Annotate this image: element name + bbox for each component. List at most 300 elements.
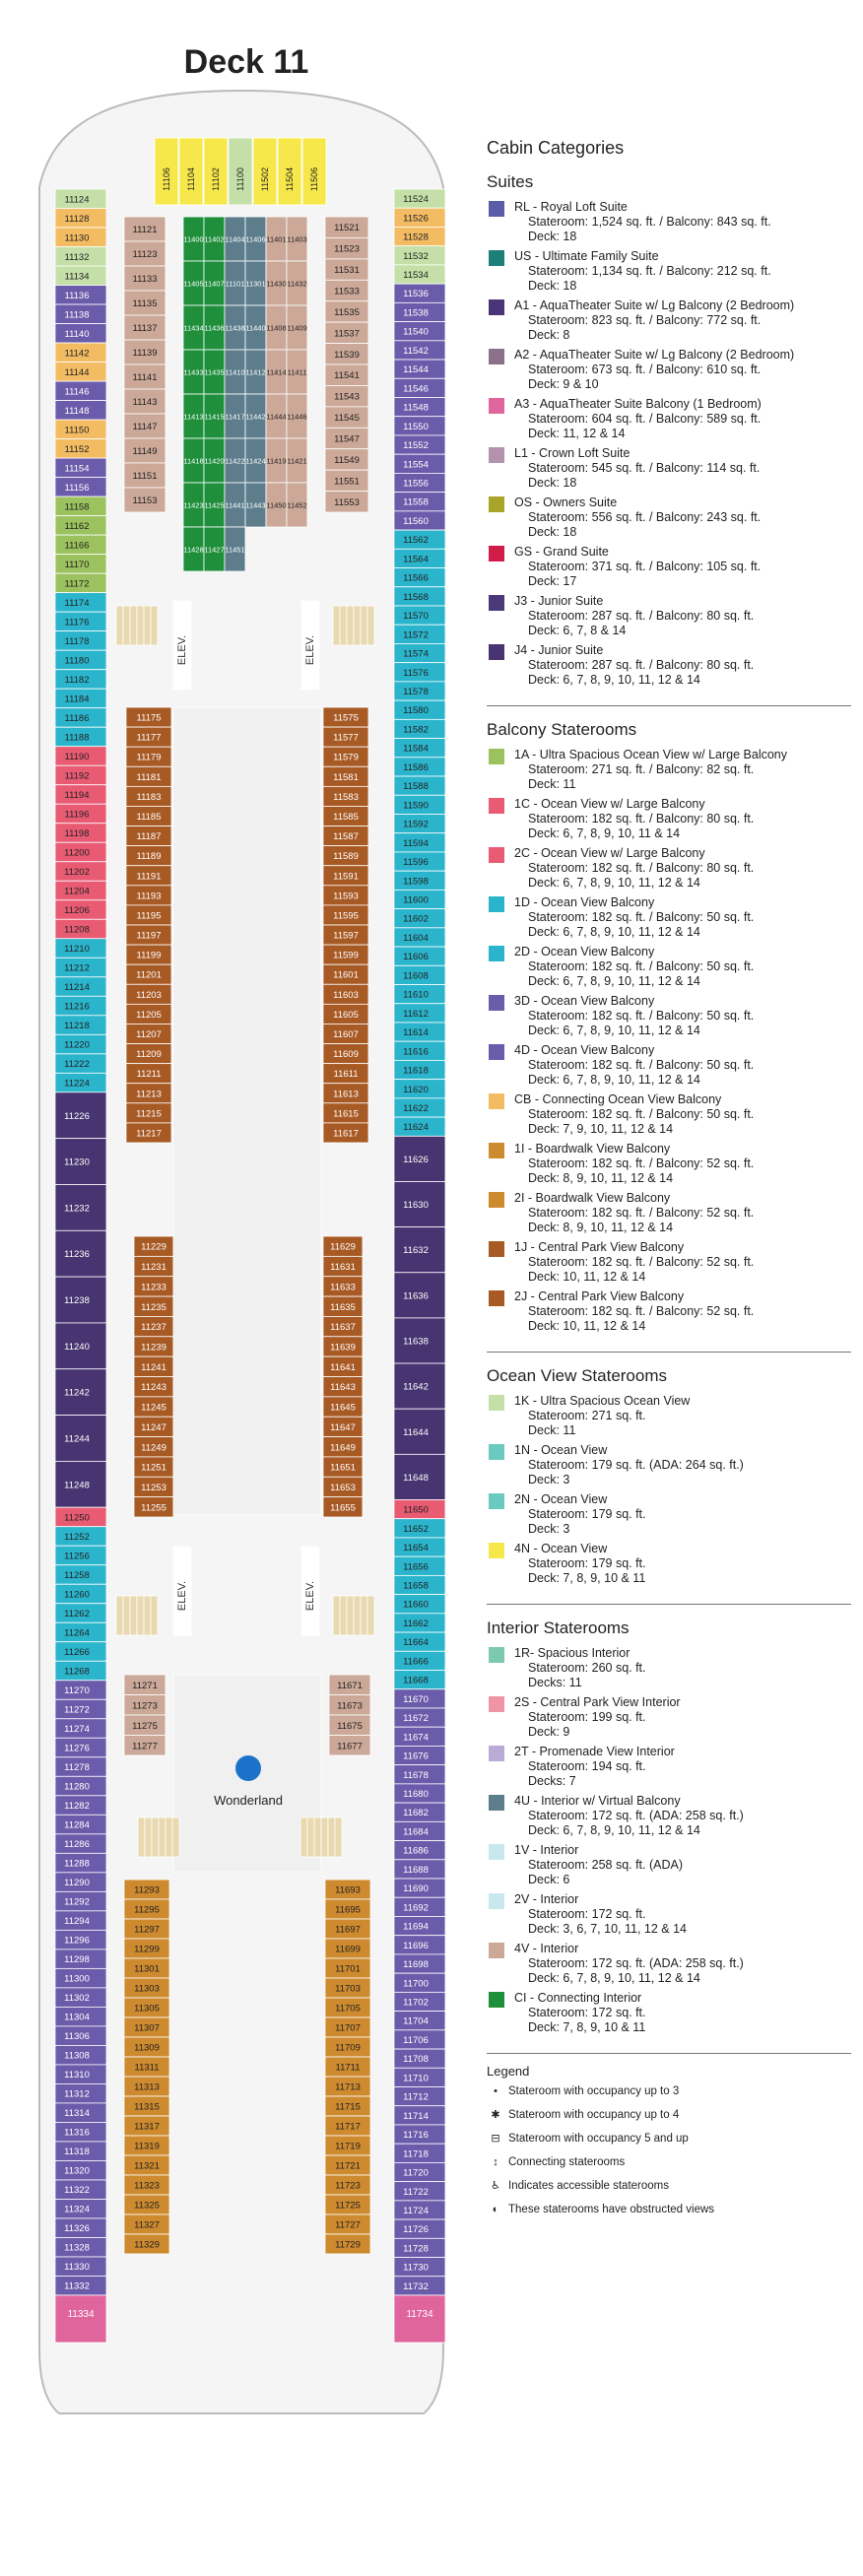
cabin-number: 11442 — [245, 412, 266, 422]
cabin-number: 11409 — [287, 323, 307, 333]
category-name: 2V - Interior — [514, 1892, 579, 1906]
cabin-number: 11697 — [335, 1924, 361, 1936]
stair-step — [116, 606, 123, 645]
category-detail: Deck: 8 — [528, 328, 570, 342]
cabin-number: 11446 — [287, 412, 307, 422]
cabin-number: 11716 — [403, 2130, 429, 2142]
category-swatch — [489, 1844, 504, 1860]
cabin-number: 11440 — [245, 323, 266, 333]
category-1c — [487, 797, 851, 841]
cabin-number: 11187 — [136, 831, 162, 843]
cabin-number: 11191 — [136, 871, 162, 883]
elevator-label: ELEV. — [304, 634, 316, 666]
category-detail: Deck: 6, 7, 8, 9, 10, 11, 12 & 14 — [528, 1823, 700, 1837]
cabin-number: 11188 — [64, 732, 90, 744]
elevator-bank — [301, 601, 319, 690]
category-text — [514, 1191, 754, 1235]
cabin-number: 11632 — [403, 1245, 429, 1257]
category-1n — [487, 1443, 851, 1487]
category-name: GS - Grand Suite — [514, 545, 609, 559]
category-detail: Deck: 17 — [528, 574, 577, 588]
cabin-number: 11705 — [335, 2003, 361, 2015]
cabin-number: 11292 — [64, 1896, 90, 1908]
cabin-number: 11101 — [225, 279, 245, 289]
cabin-number: 11147 — [132, 422, 158, 432]
elevator-bank — [173, 601, 191, 690]
cabin-number: 11407 — [204, 279, 225, 289]
cabin-number: 11608 — [403, 970, 429, 982]
category-name: 1N - Ocean View — [514, 1443, 608, 1457]
cabin-number: 11726 — [403, 2224, 429, 2236]
cabin-number: 11617 — [333, 1128, 359, 1140]
cabin-number: 11278 — [64, 1762, 90, 1774]
cabin-number: 11725 — [335, 2200, 361, 2212]
cabin-number: 11286 — [64, 1839, 90, 1851]
cabin-number: 11323 — [134, 2180, 160, 2192]
cabin-number: 11645 — [330, 1402, 356, 1414]
cabin-number: 11607 — [333, 1029, 359, 1040]
cabin-number: 11682 — [403, 1808, 429, 1819]
category-name: 2J - Central Park View Balcony — [514, 1289, 685, 1303]
category-name: J4 - Junior Suite — [514, 643, 604, 657]
cabin-number: 11295 — [134, 1904, 160, 1916]
cabin-number: 11542 — [403, 345, 429, 357]
category-detail: Stateroom: 182 sq. ft. / Balcony: 80 sq. ft. — [528, 861, 755, 875]
cabin-number: 11134 — [64, 271, 90, 283]
category-ci — [487, 1991, 851, 2035]
cabin-number: 11198 — [64, 827, 90, 839]
cabin-number: 11307 — [134, 2022, 160, 2034]
stair-step — [151, 1596, 158, 1635]
cabin-number: 11248 — [64, 1480, 90, 1491]
cabin-number: 11720 — [403, 2167, 429, 2179]
category-detail: Deck: 7, 8, 9, 10 & 11 — [528, 1571, 646, 1585]
cabin-number: 11664 — [403, 1637, 429, 1649]
cabin-number: 11450 — [266, 500, 287, 510]
cabin-number: 11215 — [136, 1108, 162, 1120]
cabin-number: 11609 — [333, 1049, 359, 1061]
category-l1 — [487, 446, 851, 491]
category-detail: Deck: 18 — [528, 476, 577, 490]
cabin-number: 11650 — [403, 1504, 429, 1516]
section-title: Interior Staterooms — [487, 1618, 630, 1637]
legend-item — [487, 2132, 851, 2147]
cabin-number: 11708 — [403, 2054, 429, 2066]
cabin-number: 11193 — [136, 891, 162, 902]
cabin-number: 11614 — [403, 1027, 429, 1039]
cabin-number: 11566 — [403, 572, 429, 584]
cabin-categories-panel — [487, 138, 851, 2226]
category-name: OS - Owners Suite — [514, 495, 618, 509]
cabin-number: 11586 — [403, 761, 429, 773]
category-2d — [487, 945, 851, 989]
category-text — [514, 945, 754, 989]
cabin-number: 11549 — [334, 454, 360, 466]
category-name: 2D - Ocean View Balcony — [514, 945, 655, 958]
cabin-number: 11545 — [334, 413, 360, 425]
category-text — [514, 1892, 687, 1937]
cabin-number: 11702 — [403, 1997, 429, 2009]
cabin-number: 11660 — [403, 1599, 429, 1611]
category-text — [514, 1843, 683, 1887]
stair-step — [307, 1817, 314, 1857]
category-name: 2S - Central Park View Interior — [514, 1695, 681, 1709]
cabin-number: 11564 — [403, 554, 429, 565]
category-a2 — [487, 348, 851, 392]
category-detail: Deck: 11, 12 & 14 — [528, 427, 626, 440]
cabin-number: 11411 — [287, 367, 307, 377]
cabin-number: 11729 — [335, 2239, 361, 2251]
cabin-number: 11706 — [403, 2034, 429, 2046]
cabin-number: 11177 — [136, 732, 162, 744]
category-detail: Deck: 6, 7, 8, 9, 10, 11, 12 & 14 — [528, 974, 700, 988]
category-detail: Stateroom: 823 sq. ft. / Balcony: 772 sq. ft. — [528, 313, 762, 327]
cabin-number: 11297 — [134, 1924, 160, 1936]
cabin-number: 11526 — [403, 213, 429, 225]
cabin-number: 11232 — [64, 1203, 90, 1215]
cabin-number: 11149 — [132, 446, 158, 457]
cabin-number: 11577 — [333, 732, 359, 744]
stair-step — [354, 1596, 361, 1635]
cabin-number: 11554 — [403, 459, 429, 471]
cabin-number: 11143 — [132, 397, 158, 408]
category-swatch — [489, 995, 504, 1011]
cabin-number: 11318 — [64, 2147, 90, 2158]
category-detail: Deck: 3, 6, 7, 10, 11, 12 & 14 — [528, 1922, 687, 1936]
category-name: J3 - Junior Suite — [514, 594, 604, 608]
category-detail: Stateroom: 179 sq. ft. (ADA: 264 sq. ft.) — [528, 1458, 744, 1472]
cabin-number: 11201 — [136, 969, 162, 981]
legend-text: Stateroom with occupancy 5 and up — [508, 2133, 689, 2145]
cabin-number: 11695 — [335, 1904, 361, 1916]
category-name: 4V - Interior — [514, 1942, 579, 1955]
cabin-number: 11428 — [183, 545, 204, 555]
cabin-number: 11585 — [333, 812, 359, 823]
stair-step — [333, 606, 340, 645]
cabin-number: 11102 — [211, 167, 221, 191]
category-4v — [487, 1942, 851, 1986]
cabin-number: 11319 — [134, 2141, 160, 2152]
category-name: 1D - Ocean View Balcony — [514, 895, 655, 909]
category-detail: Deck: 7, 8, 9, 10 & 11 — [528, 2020, 646, 2034]
cabin-number: 11430 — [266, 279, 287, 289]
category-text — [514, 298, 794, 343]
cabin-number: 11170 — [64, 559, 90, 570]
category-1j — [487, 1240, 851, 1285]
category-detail: Stateroom: 271 sq. ft. — [528, 1409, 646, 1422]
category-2c — [487, 846, 851, 891]
cabin-number: 11637 — [330, 1322, 356, 1334]
cabin-number: 11216 — [64, 1001, 90, 1013]
cabin-number: 11153 — [132, 495, 158, 506]
section-title: Ocean View Staterooms — [487, 1366, 667, 1385]
cabin-number: 11276 — [64, 1743, 90, 1754]
category-detail: Stateroom: 172 sq. ft. — [528, 1907, 646, 1921]
category-name: CB - Connecting Ocean View Balcony — [514, 1092, 722, 1106]
cabin-number: 11596 — [403, 857, 429, 869]
category-name: US - Ultimate Family Suite — [514, 249, 659, 263]
legend-text: Indicates accessible staterooms — [508, 2180, 669, 2192]
stair-step — [123, 606, 130, 645]
category-text — [514, 748, 787, 792]
cabin-number: 11303 — [134, 1983, 160, 1995]
cabin-number: 11583 — [333, 791, 359, 803]
cabin-number: 11589 — [333, 851, 359, 863]
cabin-number: 11423 — [183, 500, 204, 510]
cabin-number: 11264 — [64, 1627, 90, 1639]
cabin-number: 11616 — [403, 1046, 429, 1058]
cabin-number: 11194 — [64, 789, 90, 801]
cabin-number: 11412 — [245, 367, 266, 377]
category-swatch — [489, 496, 504, 512]
cabin-number: 11205 — [136, 1009, 162, 1021]
cabin-number: 11316 — [64, 2127, 90, 2139]
cabin-number: 11220 — [64, 1039, 90, 1051]
cabin-number: 11202 — [64, 867, 90, 879]
cabin-number: 11599 — [333, 950, 359, 961]
category-name: 1V - Interior — [514, 1843, 579, 1857]
cabin-number: 11727 — [335, 2219, 361, 2231]
cabin-number: 11504 — [285, 166, 295, 192]
cabin-number: 11146 — [64, 386, 90, 398]
cabin-number: 11241 — [141, 1361, 166, 1373]
cabin-number: 11544 — [403, 364, 429, 376]
cabin-number: 11592 — [403, 819, 429, 830]
stair-step — [130, 606, 137, 645]
cabin-number: 11402 — [204, 234, 225, 244]
category-1d — [487, 895, 851, 940]
legend-text: Stateroom with occupancy up to 4 — [508, 2109, 680, 2121]
cabin-number: 11260 — [64, 1589, 90, 1601]
category-name: 1R- Spacious Interior — [514, 1646, 631, 1660]
cabin-number: 11662 — [403, 1618, 429, 1629]
cabin-number: 11133 — [132, 274, 158, 285]
category-name: 2T - Promenade View Interior — [514, 1745, 675, 1758]
category-4u — [487, 1794, 851, 1838]
elevator-bank — [301, 1547, 319, 1635]
category-text — [514, 1745, 675, 1789]
category-detail: Stateroom: 182 sq. ft. / Balcony: 50 sq. ft. — [528, 910, 755, 924]
cabin-number: 11290 — [64, 1878, 90, 1889]
cabin-number: 11678 — [403, 1769, 429, 1781]
cabin-number: 11185 — [136, 812, 162, 823]
category-text — [514, 846, 754, 891]
legend-item — [487, 2203, 851, 2217]
cabin-number: 11546 — [403, 383, 429, 395]
cabin-number: 11724 — [403, 2205, 429, 2216]
cabin-number: 11602 — [403, 913, 429, 925]
legend-text: These staterooms have obstructed views — [508, 2204, 715, 2215]
cabin-number: 11162 — [64, 520, 90, 532]
category-text — [514, 1794, 744, 1838]
cabin-number: 11707 — [335, 2022, 361, 2034]
category-4n — [487, 1542, 851, 1586]
cabin-number: 11670 — [403, 1693, 429, 1705]
cabin-number: 11272 — [64, 1704, 90, 1716]
cabin-number: 11579 — [333, 752, 359, 763]
category-name: 2C - Ocean View w/ Large Balcony — [514, 846, 705, 860]
cabin-number: 11325 — [134, 2200, 160, 2212]
cabin-number: 11418 — [183, 456, 204, 466]
stair-step — [144, 606, 151, 645]
cabin-number: 11540 — [403, 326, 429, 338]
category-detail: Stateroom: 182 sq. ft. / Balcony: 52 sq. ft. — [528, 1304, 755, 1318]
category-detail: Stateroom: 182 sq. ft. / Balcony: 50 sq. ft. — [528, 959, 755, 973]
category-swatch — [489, 1241, 504, 1257]
cabin-number: 11218 — [64, 1021, 90, 1032]
cabin-number: 11694 — [403, 1921, 429, 1933]
cabin-number: 11533 — [334, 286, 360, 297]
stair-step — [151, 606, 158, 645]
cabin-number: 11306 — [64, 2031, 90, 2043]
cabin-number: 11722 — [403, 2186, 429, 2198]
cabin-number: 11231 — [141, 1262, 166, 1274]
category-os — [487, 495, 851, 540]
section-divider — [487, 705, 851, 706]
category-name: L1 - Crown Loft Suite — [514, 446, 631, 460]
cabin-number: 11139 — [132, 348, 158, 359]
cabin-number: 11176 — [64, 617, 90, 628]
legend-item — [487, 2179, 851, 2194]
cabin-number: 11106 — [162, 167, 171, 191]
cabin-number: 11553 — [334, 496, 360, 508]
cabin-number: 11135 — [132, 298, 158, 309]
cabin-number: 11212 — [64, 962, 90, 974]
category-swatch — [489, 749, 504, 764]
stair-step — [333, 1596, 340, 1635]
cabin-number: 11676 — [403, 1750, 429, 1762]
category-detail: Stateroom: 182 sq. ft. / Balcony: 52 sq. ft. — [528, 1255, 755, 1269]
cabin-number: 11551 — [334, 476, 360, 488]
cabin-number: 11539 — [334, 349, 360, 361]
cabin-number: 11700 — [403, 1978, 429, 1990]
cabin-number: 11140 — [64, 328, 90, 340]
stair-step — [321, 1817, 328, 1857]
category-a1 — [487, 298, 851, 343]
category-swatch — [489, 1746, 504, 1761]
cabin-number: 11420 — [204, 456, 225, 466]
category-text — [514, 994, 754, 1038]
cabin-number: 11438 — [225, 323, 245, 333]
cabin-number: 11688 — [403, 1864, 429, 1876]
category-name: 3D - Ocean View Balcony — [514, 994, 655, 1008]
cabin-number: 11502 — [260, 166, 270, 192]
cabin-number: 11593 — [333, 891, 359, 902]
category-swatch — [489, 1992, 504, 2008]
cabin-number: 11615 — [333, 1108, 359, 1120]
cabin-number: 11673 — [337, 1700, 363, 1712]
cabin-number: 11452 — [287, 500, 307, 510]
cabin-number: 11313 — [134, 2081, 160, 2093]
category-2t — [487, 1745, 851, 1789]
cabin-number: 11245 — [141, 1402, 166, 1414]
cabin-number: 11574 — [403, 648, 429, 660]
cabin-number: 11121 — [132, 225, 158, 235]
cabin-number: 11427 — [204, 545, 225, 555]
category-rl — [487, 200, 851, 244]
cabin-number: 11699 — [335, 1944, 361, 1955]
wheelchair-icon: ♿ — [491, 2180, 500, 2192]
cabin-number: 11300 — [64, 1973, 90, 1985]
cabin-number: 11686 — [403, 1845, 429, 1857]
cabin-number: 11704 — [403, 2015, 429, 2027]
category-detail: Stateroom: 287 sq. ft. / Balcony: 80 sq. ft. — [528, 609, 755, 623]
category-text — [514, 348, 794, 392]
cabin-number: 11432 — [287, 279, 307, 289]
section-divider — [487, 1352, 851, 1353]
category-detail: Stateroom: 271 sq. ft. / Balcony: 82 sq. ft. — [528, 762, 755, 776]
cabin-number: 11326 — [64, 2223, 90, 2235]
category-name: 1J - Central Park View Balcony — [514, 1240, 685, 1254]
cabin-number: 11612 — [403, 1008, 429, 1020]
category-detail: Deck: 6, 7, 8 & 14 — [528, 624, 627, 637]
cabin-number: 11626 — [403, 1154, 429, 1165]
cabin-number: 11195 — [136, 910, 162, 922]
category-detail: Deck: 6, 7, 8, 9, 10, 11, 12 & 14 — [528, 673, 700, 687]
legend-box — [487, 2064, 851, 2217]
category-text — [514, 545, 761, 589]
cabin-number: 11156 — [64, 482, 90, 494]
cabin-number: 11183 — [136, 791, 162, 803]
category-swatch — [489, 201, 504, 217]
cabin-number: 11217 — [136, 1128, 162, 1140]
cabin-number: 11543 — [334, 391, 360, 403]
stair-step — [166, 1817, 172, 1857]
cabin-number: 11424 — [245, 456, 266, 466]
category-text — [514, 446, 760, 491]
stair-step — [152, 1817, 159, 1857]
stairs-icon — [300, 1817, 342, 1857]
category-swatch — [489, 644, 504, 660]
cabin-number: 11693 — [335, 1884, 361, 1896]
cabin-number: 11433 — [183, 367, 204, 377]
cabin-number: 11444 — [266, 412, 287, 422]
cabin-number: 11601 — [333, 969, 359, 981]
category-swatch — [489, 1543, 504, 1558]
category-detail: Stateroom: 371 sq. ft. / Balcony: 105 sq. ft. — [528, 560, 762, 573]
cabin-number: 11322 — [64, 2185, 90, 2197]
cabin-number: 11629 — [330, 1241, 356, 1253]
cabin-number: 11639 — [330, 1342, 356, 1354]
cabin-number: 11671 — [337, 1680, 363, 1691]
cabin-number: 11417 — [225, 412, 245, 422]
cabin-number: 11288 — [64, 1858, 90, 1870]
category-name: 1C - Ocean View w/ Large Balcony — [514, 797, 705, 811]
category-detail: Stateroom: 172 sq. ft. (ADA: 258 sq. ft.) — [528, 1809, 744, 1822]
stair-step — [328, 1817, 335, 1857]
stair-step — [137, 1596, 144, 1635]
category-detail: Deck: 6, 7, 8, 9, 10, 11, 12 & 14 — [528, 1971, 700, 1985]
category-swatch — [489, 1647, 504, 1663]
category-detail: Deck: 6, 7, 8, 9, 10, 11, 12 & 14 — [528, 1024, 700, 1037]
cabin-number: 11703 — [335, 1983, 361, 1995]
cabin-number: 11580 — [403, 705, 429, 717]
cabin-number: 11611 — [333, 1069, 359, 1081]
cabin-number: 11214 — [64, 982, 90, 994]
cabin-number: 11209 — [136, 1049, 162, 1061]
category-swatch — [489, 595, 504, 611]
category-detail: Deck: 3 — [528, 1522, 570, 1536]
category-detail: Stateroom: 172 sq. ft. (ADA: 258 sq. ft.) — [528, 1956, 744, 1970]
cabin-number: 11414 — [266, 367, 287, 377]
cabin-number: 11636 — [403, 1290, 429, 1302]
cabin-number: 11506 — [309, 166, 319, 192]
cabin-number: 11635 — [330, 1301, 356, 1313]
stair-step — [172, 1817, 179, 1857]
cabin-number: 11222 — [64, 1059, 90, 1071]
cabin-number: 11666 — [403, 1656, 429, 1668]
wonderland-label: Wonderland — [214, 1793, 283, 1808]
